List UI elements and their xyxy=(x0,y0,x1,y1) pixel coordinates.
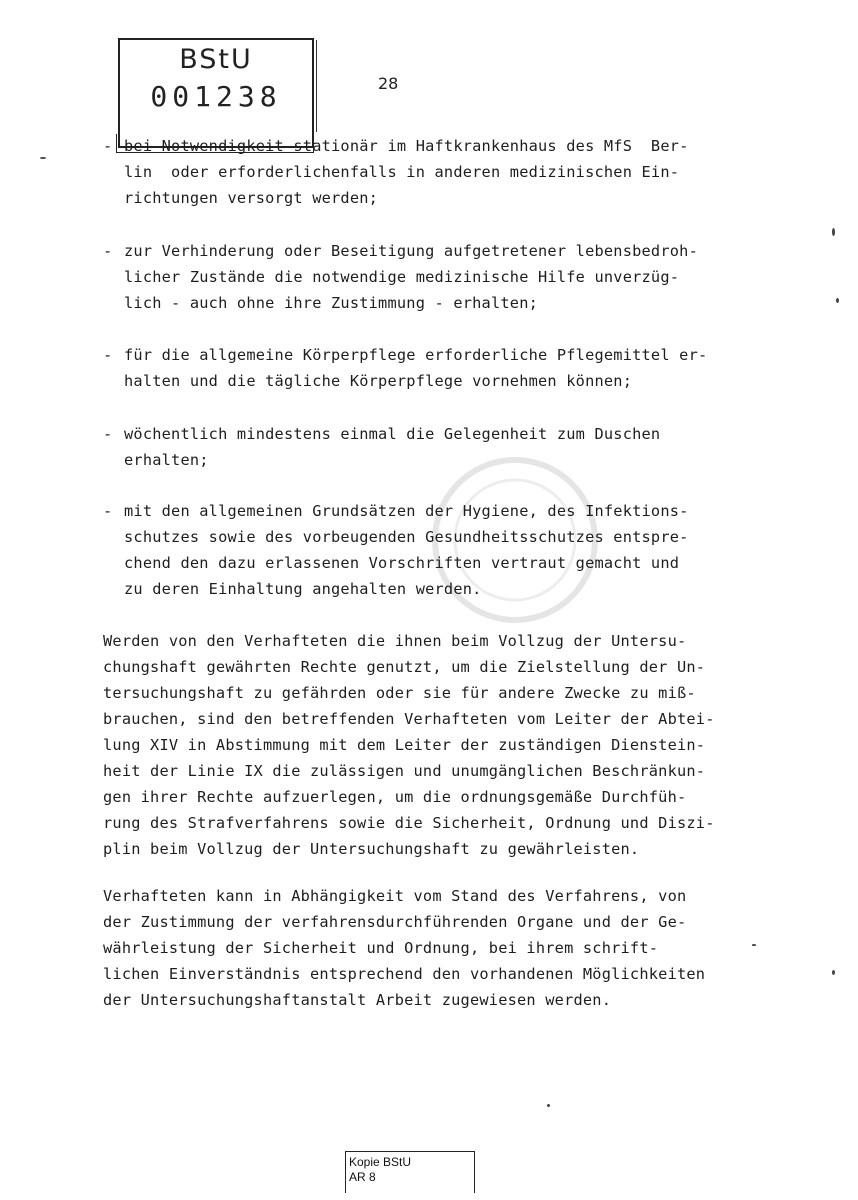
bullet-line: zur Verhinderung oder Beseitigung aufgetretener lebensbedroh- xyxy=(124,242,698,260)
paragraph-line: der Zustimmung der verfahrensdurchführenden Organe und der Ge- xyxy=(103,913,687,931)
stamp-rule xyxy=(316,40,317,132)
archive-stamp xyxy=(118,38,314,148)
bullet-line: mit den allgemeinen Grundsätzen der Hygiene, des Infektions- xyxy=(124,502,689,520)
bullet-line: erhalten; xyxy=(124,451,209,469)
bullet-line: lich - auch ohne ihre Zustimmung - erhalten; xyxy=(124,294,539,312)
bullet-dash: - xyxy=(103,137,113,155)
copy-stamp xyxy=(345,1151,475,1193)
bullet-line: lin oder erforderlichenfalls in anderen medizinischen Ein- xyxy=(124,163,680,181)
scan-speck xyxy=(836,298,839,303)
bullet-line: halten und die tägliche Körperpflege vornehmen können; xyxy=(124,372,633,390)
paragraph-line: chungshaft gewährten Rechte genutzt, um die Zielstellung der Un- xyxy=(103,658,706,676)
bullet-line: wöchentlich mindestens einmal die Gelegenheit zum Duschen xyxy=(124,425,661,443)
paragraph-line: lung XIV in Abstimmung mit dem Leiter der zuständigen Dienstein- xyxy=(103,736,706,754)
scan-speck xyxy=(832,228,835,236)
bullet-line: für die allgemeine Körperpflege erforderliche Pflegemittel er- xyxy=(124,346,708,364)
paragraph-line: heit der Linie IX die zulässigen und unumgänglichen Beschränkun- xyxy=(103,762,706,780)
paragraph-line: der Untersuchungshaftanstalt Arbeit zugewiesen werden. xyxy=(103,991,612,1009)
paragraph-line: plin beim Vollzug der Untersuchungshaft zu gewährleisten. xyxy=(103,840,640,858)
scan-speck xyxy=(752,944,756,946)
bullet-dash: - xyxy=(103,242,113,260)
copy-stamp-label: Kopie BStU xyxy=(349,1155,412,1169)
scan-speck xyxy=(40,157,46,159)
bullet-line: licher Zustände die notwendige medizinische Hilfe unverzüg- xyxy=(124,268,680,286)
paragraph-line: gen ihrer Rechte aufzuerlegen, um die ordnungsgemäße Durchfüh- xyxy=(103,788,687,806)
bullet-dash: - xyxy=(103,502,113,520)
copy-stamp-code: AR 8 xyxy=(349,1170,376,1184)
paragraph-line: rung des Strafverfahrens sowie die Sicherheit, Ordnung und Diszi- xyxy=(103,814,715,832)
paragraph-line: währleistung der Sicherheit und Ordnung, bei ihrem schrift- xyxy=(103,939,659,957)
scan-speck xyxy=(832,970,835,975)
paragraph-line: brauchen, sind den betreffenden Verhafteten vom Leiter der Abtei- xyxy=(103,710,715,728)
stamp-number: 001238 xyxy=(150,80,282,113)
paragraph-line: Verhafteten kann in Abhängigkeit vom Stand des Verfahrens, von xyxy=(103,887,687,905)
bullet-line: schutzes sowie des vorbeugenden Gesundheitsschutzes entspre- xyxy=(124,528,689,546)
bullet-dash: - xyxy=(103,346,113,364)
bullet-line: richtungen versorgt werden; xyxy=(124,189,379,207)
paragraph-line: tersuchungshaft zu gefährden oder sie für andere Zwecke zu miß- xyxy=(103,684,696,702)
bullet-dash: - xyxy=(103,425,113,443)
stamp-agency: BStU xyxy=(179,44,253,75)
bullet-line: zu deren Einhaltung angehalten werden. xyxy=(124,580,482,598)
paragraph-line: lichen Einverständnis entsprechend den vorhandenen Möglichkeiten xyxy=(103,965,706,983)
paragraph-line: Werden von den Verhafteten die ihnen beim Vollzug der Untersu- xyxy=(103,632,687,650)
bullet-line: bei Notwendigkeit stationär im Haftkrankenhaus des MfS Ber- xyxy=(124,137,689,155)
scan-speck xyxy=(547,1104,550,1107)
bullet-line: chend den dazu erlassenen Vorschriften vertraut gemacht und xyxy=(124,554,680,572)
page-number: 28 xyxy=(378,74,399,93)
